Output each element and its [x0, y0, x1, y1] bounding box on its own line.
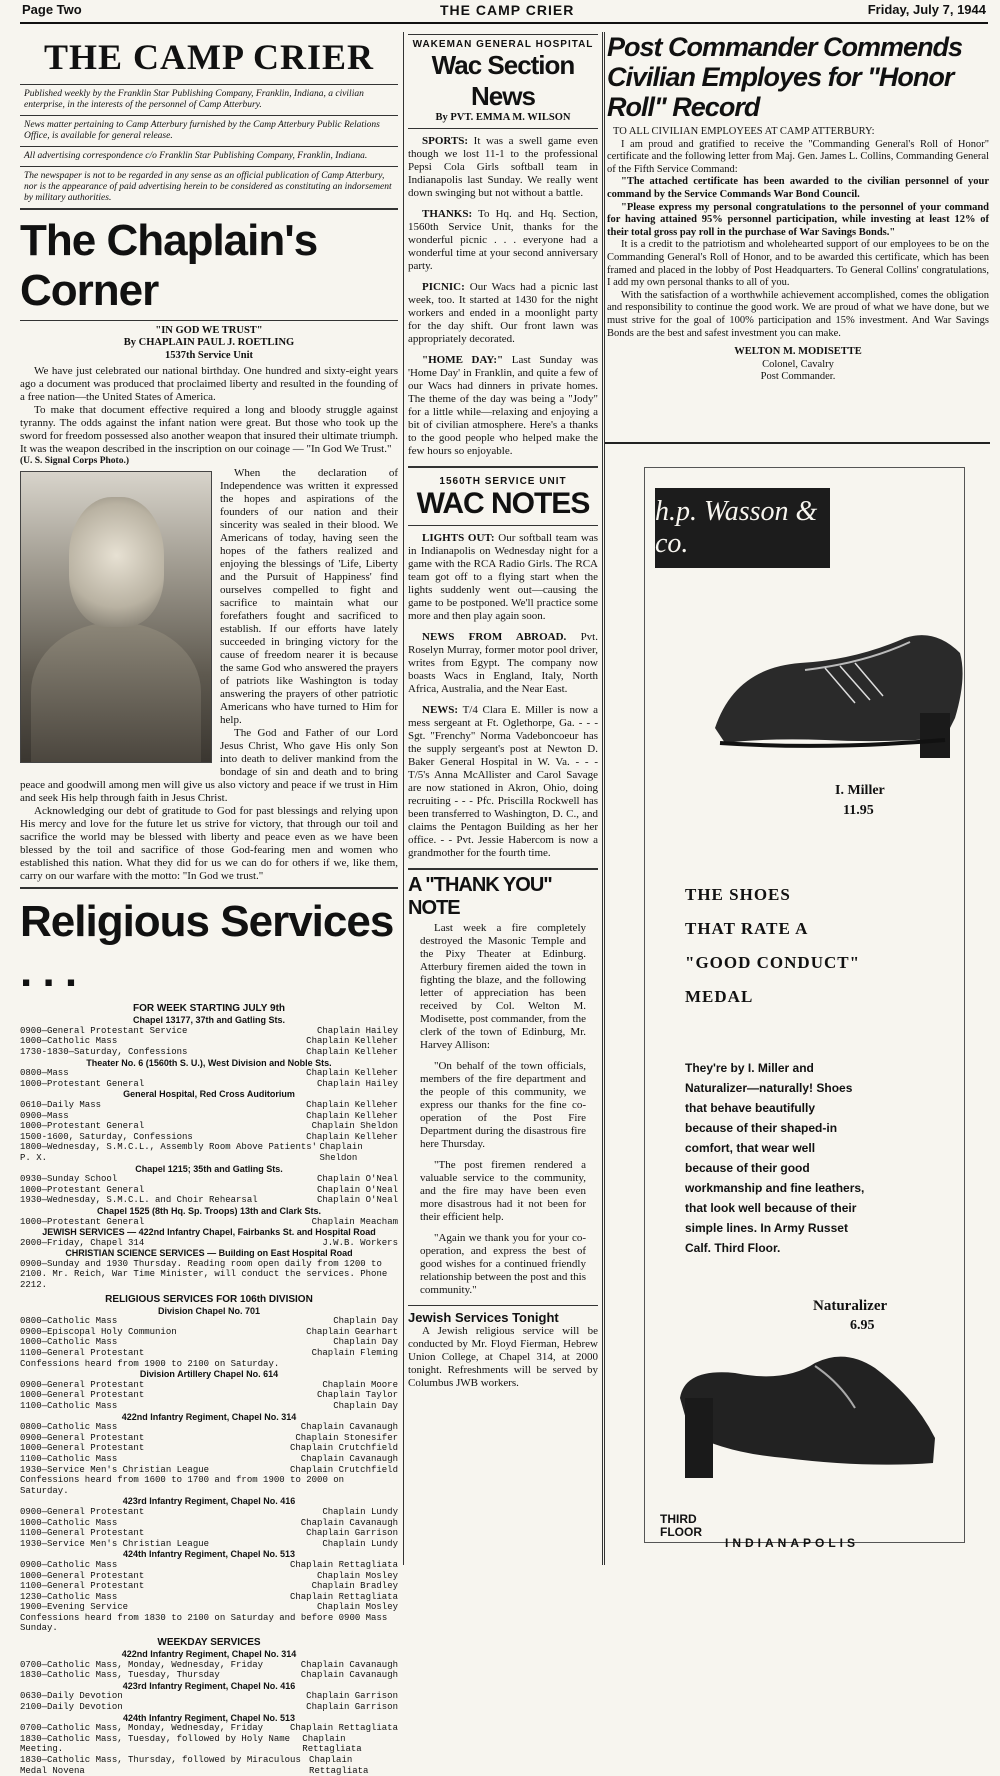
service-chaplain: Chaplain Cavanaugh: [300, 1453, 398, 1464]
commendation-paragraph: It is a credit to the patriotism and wholehearted support of our employees to be on the Commanding General's Roll of Honor, and to be awarded this certificate, which has been framed and placed in the lobby of Post Headquarters. To General Collins' congratulations, I add my own personal thanks to all of you.: [607, 239, 989, 289]
service-row: [20, 1560, 398, 1571]
news-lead: THANKS:: [422, 208, 473, 221]
service-row: [20, 1443, 398, 1454]
photo-credit: (U. S. Signal Corps Photo.): [20, 456, 129, 467]
service-row: [20, 1734, 398, 1755]
commendation-paragraph: I am proud and gratified to receive the "Commanding General's Roll of Honor" certificate and the following letter from Maj. Gen. James L. Collins, Commanding General of the Fifth Service Command:: [607, 138, 989, 175]
service-location: 422nd Infantry Regiment, Chapel No. 314: [121, 1411, 297, 1422]
service-row: [20, 1316, 398, 1327]
service-row: [20, 1691, 398, 1702]
service-row: [20, 1723, 398, 1734]
paper-name: THE CAMP CRIER: [440, 2, 575, 18]
news-text: Our softball team was in Indianapolis on Wednesday night for a game with the RCA Radio Girls. The RCA team got off to a flying start when the lights suddenly went out—causing the game to be postponed. We'll practice some more and then play again soon.: [408, 532, 599, 623]
service-chaplain: Chaplain Rettagliata: [289, 1723, 398, 1734]
service-time: 1500-1600, Saturday, Confessions: [20, 1131, 193, 1142]
service-row: [20, 1581, 398, 1592]
service-row: [20, 1238, 398, 1249]
service-chaplain: Chaplain Meacham: [311, 1216, 398, 1227]
service-row: [20, 1755, 398, 1776]
chaplain-photo: [20, 471, 212, 763]
service-time: 1000—General Protestant: [20, 1390, 145, 1401]
service-location: 422nd Infantry Regiment, Chapel No. 314: [121, 1649, 297, 1660]
column-rule: [602, 32, 605, 1565]
service-time: 0900—Episcopal Holy Communion: [20, 1326, 177, 1337]
service-time: 1000—Protestant General: [20, 1078, 145, 1089]
service-time: 1230—Catholic Mass: [20, 1591, 118, 1602]
service-row: [20, 1327, 398, 1338]
news-item: [408, 135, 598, 200]
chaplain-subtitle: "IN GOD WE TRUST": [155, 325, 263, 336]
service-location: Chapel 1215; 35th and Gatling Sts.: [135, 1163, 283, 1174]
commendation-quote: "Please express my personal congratulations to the personnel of your command for having attained 95% personnel participation, while investing at least 12% of their total gross pay roll in the purchase of War Savings Bonds.": [607, 201, 989, 238]
commendation-quote: "The attached certificate has been awarded to the civilian personnel of your command by the Service Commands War Bond Council.: [607, 176, 989, 200]
service-chaplain: Chaplain Garrison: [306, 1702, 398, 1713]
service-row: [20, 1121, 398, 1132]
service-chaplain: Chaplain Kelleher: [306, 1131, 398, 1142]
thanks-paragraph: "On behalf of the town officials, members of the fire department and the people of this community, we express our thanks for the fine co-operation of the Post Fire Department during the disastrous fire here Thursday.: [420, 1060, 586, 1151]
news-text: Pvt. Roselyn Murray, former motor pool driver, writes from Egypt. The company now boasts Wacs in England, Italy, North Africa, Australia, and the Near East.: [408, 631, 598, 696]
service-time: 1000—Catholic Mass: [20, 1036, 118, 1047]
service-chaplain: Chaplain Sheldon: [319, 1142, 363, 1163]
service-location: General Hospital, Red Cross Auditorium: [123, 1089, 295, 1100]
slogan-line: "GOOD CONDUCT": [685, 953, 861, 972]
news-text: It was a swell game even though we lost 11-1 to the professional Pepsi Cola Girls softball team in Indianapolis last Sunday. We really went down swinging but not without a battle.: [408, 135, 599, 200]
service-row: [20, 1702, 398, 1713]
news-text: T/4 Clara E. Miller is now a mess sergeant at Ft. Oglethorpe, Ga. - - - Sgt. "Frenchy" Norma Vadeboncoeur has the supply sergeant's post at Newton D. Baker General Hospital in W. Va. - - - T/5's Anna McAllister and Carol Savage are now stationed in Akron, Ohio, doing recruiting - - - Pfc. Priscilla Rockwell has been transferred to Washington, D. C., and claims the Pentagon Building as her her office. - - Pvt. Jessie Habercom is now a grandmother for the fourth time.: [408, 704, 598, 860]
service-chaplain: Chaplain Garrison: [306, 1691, 398, 1702]
salutation: TO ALL CIVILIAN EMPLOYEES AT CAMP ATTERBURY:: [613, 126, 875, 137]
service-time: 0700—Catholic Mass, Monday, Wednesday, Friday: [20, 1723, 264, 1734]
service-row: [20, 1359, 398, 1370]
chaplain-paragraph: To make that document effective required a long and bloody struggle against tyranny. The odds against the infant nation were great. But those who took up the sword for freedom possessed also another weapon that insured their ultimate triumph. It was the weapon described in the inscription on our coinage — "In God We Trust.": [20, 404, 398, 456]
service-row: [20, 1047, 398, 1058]
service-row: [20, 1475, 398, 1496]
service-chaplain: Chaplain Kelleher: [306, 1036, 398, 1047]
service-chaplain: Chaplain Kelleher: [306, 1099, 398, 1110]
service-location: CHRISTIAN SCIENCE SERVICES — Building on East Hospital Road: [65, 1248, 353, 1259]
service-location: Theater No. 6 (1560th S. U.), West Division and Noble Sts.: [86, 1057, 332, 1068]
service-row: [20, 1422, 398, 1433]
thanks-paragraph: "The post firemen rendered a valuable service to the community, and the fire may have been even more disastrous had it not been for their efficient help.: [420, 1159, 586, 1224]
service-time: 0900—General Protestant: [20, 1379, 145, 1390]
service-time: 1100—General Protestant: [20, 1528, 145, 1539]
service-time: 0900—Sunday and 1930 Thursday. Reading room open daily from 1200 to 2100. Mr. Reich, War Time Minister, will conduct the services. Phone 2212.: [20, 1258, 388, 1291]
commendation-headline: Post Commander Commends Civilian Employes for "Honor Roll" Record: [607, 32, 963, 122]
service-chaplain: Chaplain Kelleher: [306, 1047, 398, 1057]
service-time: Confessions heard from 1900 to 2100 on Saturday.: [20, 1358, 280, 1369]
notice: The newspaper is not to be regarded in any sense as an official publication of Camp Atterbury, nor is the appearance of paid advertising herein to be considered as constituting an indorsement by military authorities.: [24, 171, 392, 203]
ad-frame: [644, 467, 965, 1550]
service-time: 1100—Catholic Mass: [20, 1453, 118, 1464]
service-time: 1000—Protestant General: [20, 1216, 145, 1227]
service-time: 1930—Wednesday, S.M.C.L. and Choir Rehearsal: [20, 1195, 258, 1206]
service-location: 424th Infantry Regiment, Chapel No. 513: [122, 1712, 296, 1723]
signature-name: WELTON M. MODISETTE: [734, 346, 862, 358]
chaplain-heading: The Chaplain's Corner: [20, 216, 318, 315]
service-location: 423rd Infantry Regiment, Chapel No. 416: [122, 1680, 296, 1691]
wasson-logo: h.p. Wasson & co.: [655, 488, 830, 568]
service-chaplain: Chaplain Lundy: [322, 1506, 398, 1517]
thanks-body: [408, 922, 598, 1297]
service-chaplain: Chaplain Taylor: [316, 1390, 398, 1401]
chaplain-byline: By CHAPLAIN PAUL J. ROETLING: [123, 337, 295, 349]
service-chaplain: Chaplain Cavanaugh: [300, 1670, 398, 1681]
service-chaplain: Chaplain Day: [333, 1337, 398, 1348]
service-time: 1830—Catholic Mass, Thursday, followed by Miraculous Medal Novena: [20, 1755, 301, 1776]
page-label: Page Two: [22, 2, 82, 17]
wac-byline: By PVT. EMMA M. WILSON: [435, 112, 571, 123]
service-time: 0630—Daily Devotion: [20, 1691, 123, 1702]
service-chaplain: Chaplain Garrison: [306, 1528, 398, 1539]
service-row: [20, 1132, 398, 1143]
floor-line: FLOOR: [660, 1525, 702, 1539]
chaplain-paragraph: The God and Father of our Lord Jesus Christ, Who gave His only Son into death to deliver mankind from the bondage of sin and death and to bring peace and goodwill among men will give us also victory and peace if we trust in Him and seek His help through faith in Jesus Christ.: [20, 727, 398, 805]
service-time: Confessions heard from 1830 to 2100 on Saturday and before 0900 Mass Sunday.: [20, 1612, 388, 1634]
wac-items: [408, 135, 598, 458]
service-chaplain: Chaplain Mosley: [316, 1602, 398, 1613]
notice: Published weekly by the Franklin Star Publishing Company, Franklin, Indiana, a civilian enterprise, in the interests of the personnel of Camp Atterbury.: [24, 89, 364, 110]
news-item: [408, 354, 598, 458]
service-chaplain: Chaplain Fleming: [311, 1348, 398, 1359]
service-time: 0800—Catholic Mass: [20, 1422, 118, 1433]
price-2: 6.95: [850, 1318, 875, 1333]
service-time: 1000—Protestant General: [20, 1121, 145, 1132]
news-item: [408, 208, 598, 273]
service-time: 1100—Catholic Mass: [20, 1401, 118, 1411]
chaplain-paragraph: Acknowledging our debt of gratitude to God for past blessings and relying upon His mercy and love for the future let us strive for victory, that through our toil and sacrifice the world may be blessed with liberty and peace even as we have been blessed by the toil and sacrifice of those God-fearing men and women who established this nation. What they did for us we can do for others if we, like them, carry on our warfare with the motto: "In God we trust.": [20, 805, 398, 883]
chaplain-paragraph: We have just celebrated our national birthday. One hundred and sixty-eight years ago a document was produced that proclaimed liberty and resulted in the founding of a free nation—the United States of America.: [20, 365, 398, 404]
wac-kicker: WAKEMAN GENERAL HOSPITAL: [412, 39, 594, 50]
news-item: [408, 704, 598, 860]
services-list: [20, 1015, 398, 1776]
service-chaplain: Chaplain Rettagliata: [309, 1755, 369, 1776]
service-chaplain: Chaplain Cavanaugh: [300, 1517, 398, 1528]
service-time: 1000—Protestant General: [20, 1184, 145, 1195]
service-time: 0900—General Protestant Service: [20, 1025, 188, 1036]
service-row: [20, 1068, 398, 1079]
service-time: 0930—Sunday School: [20, 1174, 118, 1185]
thanks-paragraph: "Again we thank you for your co-operation, and express the best of good wishes for a continued friendly relationship between the post and this community.": [420, 1232, 586, 1297]
service-row: [20, 1592, 398, 1603]
service-location: 423rd Infantry Regiment, Chapel No. 416: [122, 1496, 296, 1507]
service-time: 0610—Daily Mass: [20, 1099, 102, 1110]
slogan-line: THAT RATE A: [685, 919, 809, 938]
news-text: Our Wacs had a picnic last week, too. It started at 1430 for the night workers and ended in a moonlight party for the day shift. Our front lawn was appropriately decorated.: [408, 281, 599, 346]
service-row: [20, 1100, 398, 1111]
service-time: 2100—Daily Devotion: [20, 1702, 123, 1713]
service-chaplain: Chaplain Rettagliata: [289, 1559, 398, 1570]
service-row: [20, 1380, 398, 1391]
price-1: 11.95: [843, 803, 874, 818]
service-time: 1730-1830—Saturday, Confessions: [20, 1047, 188, 1057]
issue-date: Friday, July 7, 1944: [867, 2, 986, 17]
service-row: [20, 1507, 398, 1518]
brand-2: Naturalizer: [813, 1298, 888, 1314]
service-location: Division Artillery Chapel No. 614: [139, 1369, 279, 1380]
service-row: [20, 1142, 398, 1163]
service-time: 0900—Mass: [20, 1110, 69, 1121]
service-chaplain: Chaplain Stonesifer: [295, 1432, 398, 1443]
service-location: Division Chapel No. 701: [157, 1305, 261, 1316]
service-location: Chapel 1525 (8th Hq. Sp. Troops) 13th and Clark Sts.: [96, 1205, 322, 1216]
service-chaplain: Chaplain O'Neal: [316, 1184, 398, 1195]
floor-line: THIRD: [660, 1512, 697, 1526]
service-time: 0900—General Protestant: [20, 1432, 145, 1443]
service-chaplain: Chaplain Lundy: [322, 1538, 398, 1549]
service-chaplain: Chaplain Kelleher: [306, 1110, 398, 1121]
service-row: [20, 1670, 398, 1681]
signature-title: Post Commander.: [760, 371, 836, 383]
service-chaplain: Chaplain Hailey: [316, 1025, 398, 1036]
news-text: Last Sunday was 'Home Day' in Franklin, and quite a few of our Wacs had dinners in private homes. The theme of the day was being a "Jody" for a little while—relaxing and enjoying a bit of civilian atmosphere. Here's a thanks to the good people who helped make the few hours so enjoyable.: [408, 354, 599, 458]
service-row: [20, 1036, 398, 1047]
news-text: To Hq. and Hq. Section, 1560th Service Unit, thanks for the wonderful picnic . . . everyone had a wonderful time at your second anniversary party.: [408, 208, 598, 273]
service-time: Confessions heard from 1600 to 1700 and from 1900 to 2000 on Saturday.: [20, 1475, 345, 1496]
service-time: 1000—General Protestant: [20, 1443, 145, 1454]
jewish-title: Jewish Services Tonight: [408, 1310, 559, 1326]
service-row: [20, 1454, 398, 1465]
service-time: 0800—Catholic Mass: [20, 1316, 118, 1327]
service-chaplain: Chaplain Kelleher: [306, 1068, 398, 1079]
slogan-line: THE SHOES: [685, 885, 791, 904]
news-lead: PICNIC:: [422, 281, 465, 294]
service-location: 424th Infantry Regiment, Chapel No. 513: [122, 1549, 296, 1560]
service-chaplain: Chaplain Crutchfield: [289, 1443, 398, 1454]
service-time: 0800—Mass: [20, 1068, 69, 1079]
service-time: 1900—Evening Service: [20, 1602, 129, 1613]
news-item: [408, 532, 598, 623]
thanks-paragraph: Last week a fire completely destroyed the Masonic Temple and the Pixy Theater at Edinburg. Atterbury firemen aided the town in fighting the blaze, and the following letter of appreciation has been received by Col. Welton M. Modisette, post commander, from the clerk of the town of Edinburg, Mr. Harvey Allison:: [420, 922, 586, 1052]
ad-city: INDIANAPOLIS: [725, 1536, 860, 1550]
service-row: [20, 1259, 398, 1291]
notice: All advertising correspondence c/o Franklin Star Publishing Company, Franklin, Indiana.: [24, 151, 368, 161]
weekday-heading: WEEKDAY SERVICES: [157, 1637, 261, 1649]
service-chaplain: Chaplain Day: [333, 1401, 398, 1411]
service-chaplain: Chaplain Mosley: [316, 1570, 398, 1581]
service-chaplain: Chaplain O'Neal: [316, 1195, 398, 1206]
service-row: [20, 1026, 398, 1037]
news-lead: "HOME DAY:": [422, 354, 504, 367]
service-row: [20, 1217, 398, 1228]
service-row: [20, 1401, 398, 1412]
service-row: [20, 1528, 398, 1539]
service-chaplain: Chaplain Cavanaugh: [300, 1659, 398, 1670]
notice: News matter pertaining to Camp Atterbury furnished by the Camp Atterbury Public Relations Office, is available for general release.: [24, 120, 380, 141]
service-time: 0700—Catholic Mass, Monday, Wednesday, Friday: [20, 1659, 264, 1670]
service-time: 1000—General Protestant: [20, 1570, 145, 1581]
slogan-line: MEDAL: [685, 987, 754, 1006]
service-time: 1800—Wednesday, S.M.C.L., Assembly Room Above Patients' P. X.: [20, 1142, 318, 1163]
service-time: 1830—Catholic Mass, Tuesday, Thursday: [20, 1670, 220, 1681]
left-column: [20, 32, 398, 1776]
wasson-ad: [622, 455, 987, 1555]
service-time: 1000—Catholic Mass: [20, 1517, 118, 1528]
service-chaplain: Chaplain Day: [333, 1316, 398, 1327]
service-row: [20, 1602, 398, 1613]
service-location: Chapel 13177, 37th and Gatling Sts.: [132, 1015, 286, 1026]
news-lead: NEWS:: [422, 704, 459, 717]
naturalizer-shoe-image: [665, 1338, 955, 1488]
service-chaplain: Chaplain Gearhart: [306, 1326, 398, 1337]
service-row: [20, 1433, 398, 1444]
chaplain-paragraph: When the declaration of Independence was written it expressed the hopes and aspirations of the founders of our nation and their sincerity was sealed in their blood. We Americans of today, having seen the hopes of the fathers realized and enjoying the blessings of 'Life, Liberty and the Pursuit of Happiness' find ourselves compelled to fight and sacrifice to maintain what our forefathers fought and sacrificed to establish. If our efforts have lately succeeded in bringing victory for the cause of freedom nearer it is because the same God who answered the prayers of patriots like Washington is today answering the prayers of other patriotic Americans who have turned to Him for help.: [220, 467, 398, 727]
paper-title: THE CAMP CRIER: [43, 37, 375, 77]
service-chaplain: Chaplain Hailey: [316, 1078, 398, 1089]
service-chaplain: Chaplain Cavanaugh: [300, 1422, 398, 1433]
service-time: 1930—Service Men's Christian League: [20, 1538, 210, 1549]
service-time: 1100—General Protestant: [20, 1581, 145, 1592]
service-location: JEWISH SERVICES — 422nd Infantry Chapel, Fairbanks St. and Hospital Road: [42, 1227, 376, 1238]
ad-copy: They're by I. Miller and Naturalizer—naturally! Shoes that behave beautifully because of their shaped-in comfort, that wear well because of their good workmanship and fine leathers, that look well because of their simple lines. In Army Russet Calf. Third Floor.: [685, 1061, 865, 1255]
jewish-text: A Jewish religious service will be conducted by Mr. Floyd Fierman, Hebrew Union College, at Chapel 314, at 2000 tonight. Refreshments will be served by Columbus JWB workers.: [408, 1325, 598, 1390]
service-row: [20, 1195, 398, 1206]
news-lead: NEWS FROM ABROAD.: [422, 631, 567, 644]
service-chaplain: Chaplain Sheldon: [311, 1121, 398, 1132]
commendation-paragraph: With the satisfaction of a worthwhile achievement accomplished, comes the obligation and responsibility to continue the good work. We are proud of what we have done, but we must strive for the goal of 100% participation and 15% investment. And War Savings Bonds are the best and safest investment you can make.: [607, 289, 989, 339]
service-row: [20, 1111, 398, 1122]
thanks-title: A "THANK YOU" NOTE: [408, 874, 552, 920]
service-row: [20, 1660, 398, 1671]
news-item: [408, 281, 598, 346]
service-time: 0900—Catholic Mass: [20, 1559, 118, 1570]
news-lead: SPORTS:: [422, 135, 469, 148]
wac-title: Wac Section News: [431, 50, 575, 111]
services-week: FOR WEEK STARTING JULY 9th: [132, 1003, 286, 1015]
service-time: 2000—Friday, Chapel 314: [20, 1237, 145, 1248]
wac-notes: [408, 532, 598, 860]
service-chaplain: Chaplain Bradley: [311, 1581, 398, 1592]
service-chaplain: J.W.B. Workers: [322, 1237, 398, 1248]
service-row: [20, 1390, 398, 1401]
service-row: [20, 1518, 398, 1529]
service-time: 1100—General Protestant: [20, 1348, 145, 1359]
division-heading: RELIGIOUS SERVICES FOR 106th DIVISION: [105, 1293, 313, 1305]
service-chaplain: Chaplain Moore: [322, 1379, 398, 1390]
service-chaplain: Chaplain O'Neal: [316, 1174, 398, 1185]
service-row: [20, 1465, 398, 1476]
service-row: [20, 1337, 398, 1348]
middle-column: [408, 32, 598, 1562]
service-row: [20, 1539, 398, 1550]
service-time: 1930—Service Men's Christian League: [20, 1464, 210, 1475]
service-chaplain: Chaplain Rettagliata: [289, 1591, 398, 1602]
service-time: 1000—Catholic Mass: [20, 1337, 118, 1348]
service-time: 1830—Catholic Mass, Tuesday, followed by Holy Name Meeting.: [20, 1733, 291, 1755]
notes-title: WAC NOTES: [416, 487, 590, 521]
service-row: [20, 1174, 398, 1185]
brand-1: I. Miller: [835, 783, 885, 798]
service-row: [20, 1348, 398, 1359]
notes-kicker: 1560TH SERVICE UNIT: [439, 476, 567, 488]
column-rule: [403, 32, 404, 1565]
service-row: [20, 1079, 398, 1090]
signature-rank: Colonel, Cavalry: [762, 358, 834, 370]
right-column: [607, 32, 989, 452]
services-heading: Religious Services . . .: [20, 897, 394, 997]
service-row: [20, 1185, 398, 1196]
service-chaplain: Chaplain Rettagliata: [302, 1733, 362, 1755]
service-chaplain: Chaplain Crutchfield: [289, 1464, 398, 1475]
service-time: 0900—General Protestant: [20, 1506, 145, 1517]
news-item: [408, 631, 598, 696]
ad-divider: [605, 442, 990, 444]
oxford-shoe-image: [705, 608, 975, 768]
chaplain-unit: 1537th Service Unit: [164, 349, 254, 361]
service-row: [20, 1571, 398, 1582]
news-lead: LIGHTS OUT:: [422, 532, 495, 545]
service-row: [20, 1613, 398, 1634]
